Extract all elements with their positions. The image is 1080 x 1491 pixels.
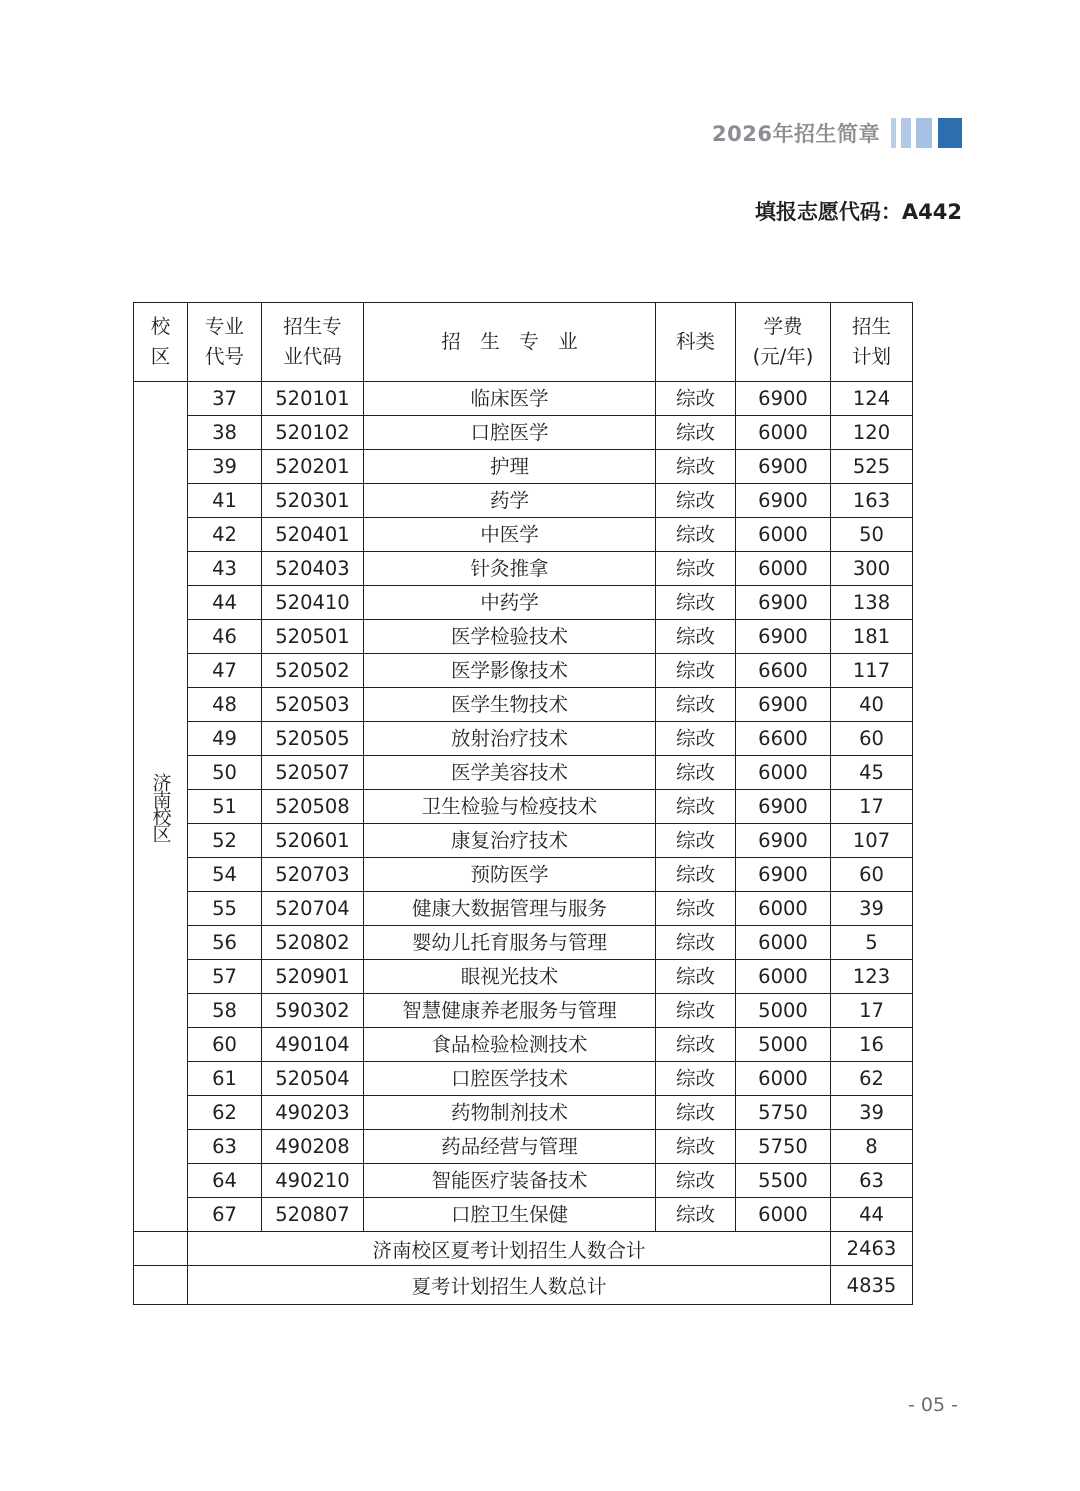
table-row	[134, 994, 913, 1028]
major-code-cell: 520403	[262, 552, 364, 586]
plan-cell: 39	[831, 1096, 913, 1130]
total-row	[134, 1266, 913, 1305]
tuition-cell: 6900	[736, 620, 831, 654]
category-cell: 综改	[656, 1164, 736, 1198]
major-code-cell: 490210	[262, 1164, 364, 1198]
major-code-cell: 520704	[262, 892, 364, 926]
major-no-cell: 57	[188, 960, 262, 994]
tuition-cell: 6900	[736, 382, 831, 416]
major-no-cell: 50	[188, 756, 262, 790]
category-cell: 综改	[656, 1096, 736, 1130]
tuition-cell: 6000	[736, 416, 831, 450]
plan-cell: 60	[831, 722, 913, 756]
major-no-cell: 37	[188, 382, 262, 416]
major-code-cell: 520503	[262, 688, 364, 722]
category-cell: 综改	[656, 654, 736, 688]
plan-cell: 124	[831, 382, 913, 416]
major-name-cell: 眼视光技术	[364, 960, 656, 994]
tuition-cell: 6900	[736, 824, 831, 858]
tuition-cell: 6900	[736, 450, 831, 484]
major-code-cell: 520501	[262, 620, 364, 654]
major-name-cell: 康复治疗技术	[364, 824, 656, 858]
plan-cell: 45	[831, 756, 913, 790]
tuition-cell: 6000	[736, 756, 831, 790]
table-row	[134, 1096, 913, 1130]
tuition-cell: 6600	[736, 654, 831, 688]
header-major-name: 招 生 专 业	[364, 303, 656, 382]
major-code-cell: 520504	[262, 1062, 364, 1096]
category-cell: 综改	[656, 620, 736, 654]
table-row	[134, 824, 913, 858]
category-cell: 综改	[656, 790, 736, 824]
tuition-cell: 6900	[736, 688, 831, 722]
plan-cell: 62	[831, 1062, 913, 1096]
major-name-cell: 健康大数据管理与服务	[364, 892, 656, 926]
major-no-cell: 39	[188, 450, 262, 484]
plan-cell: 60	[831, 858, 913, 892]
header-text: 学费 (元/年)	[752, 315, 814, 368]
plan-cell: 181	[831, 620, 913, 654]
major-code-cell: 520505	[262, 722, 364, 756]
major-code-cell: 490104	[262, 1028, 364, 1062]
table-row	[134, 858, 913, 892]
table-row	[134, 382, 913, 416]
table-row	[134, 756, 913, 790]
total-row-label: 夏考计划招生人数总计	[188, 1266, 831, 1305]
brand-header	[700, 112, 962, 152]
major-name-cell: 医学检验技术	[364, 620, 656, 654]
tuition-cell: 6000	[736, 518, 831, 552]
category-cell: 综改	[656, 756, 736, 790]
major-name-cell: 医学美容技术	[364, 756, 656, 790]
major-name-cell: 药学	[364, 484, 656, 518]
plan-cell: 138	[831, 586, 913, 620]
plan-cell: 40	[831, 688, 913, 722]
header-category: 科类	[656, 303, 736, 382]
table-row	[134, 790, 913, 824]
plan-cell: 17	[831, 790, 913, 824]
major-no-cell: 42	[188, 518, 262, 552]
major-name-cell: 婴幼儿托育服务与管理	[364, 926, 656, 960]
plan-cell: 44	[831, 1198, 913, 1232]
category-cell: 综改	[656, 450, 736, 484]
tuition-cell: 5000	[736, 1028, 831, 1062]
major-code-cell: 520507	[262, 756, 364, 790]
category-cell: 综改	[656, 994, 736, 1028]
major-no-cell: 63	[188, 1130, 262, 1164]
major-name-cell: 口腔医学技术	[364, 1062, 656, 1096]
empty-cell	[134, 1232, 188, 1266]
category-cell: 综改	[656, 1198, 736, 1232]
table-row	[134, 484, 913, 518]
major-no-cell: 52	[188, 824, 262, 858]
total-row-value: 4835	[831, 1266, 913, 1305]
campus-name: 济南校区	[149, 772, 172, 841]
major-no-cell: 54	[188, 858, 262, 892]
major-code-cell: 520301	[262, 484, 364, 518]
plan-cell: 8	[831, 1130, 913, 1164]
table-row	[134, 1164, 913, 1198]
tuition-cell: 5000	[736, 994, 831, 1028]
tuition-cell: 6000	[736, 1062, 831, 1096]
major-code-cell: 520401	[262, 518, 364, 552]
category-cell: 综改	[656, 824, 736, 858]
tuition-cell: 6000	[736, 1198, 831, 1232]
category-cell: 综改	[656, 960, 736, 994]
page-number: - 05 -	[908, 1394, 958, 1416]
major-no-cell: 60	[188, 1028, 262, 1062]
enrollment-table	[133, 302, 913, 1305]
major-name-cell: 医学生物技术	[364, 688, 656, 722]
major-code-cell: 520502	[262, 654, 364, 688]
major-name-cell: 护理	[364, 450, 656, 484]
table-row	[134, 1028, 913, 1062]
plan-cell: 50	[831, 518, 913, 552]
tuition-cell: 6000	[736, 892, 831, 926]
major-no-cell: 38	[188, 416, 262, 450]
major-code-cell: 520703	[262, 858, 364, 892]
header-text: 校 区	[150, 315, 171, 368]
major-code-cell: 490208	[262, 1130, 364, 1164]
header-major-code	[262, 303, 364, 382]
category-cell: 综改	[656, 1062, 736, 1096]
table-row	[134, 552, 913, 586]
major-name-cell: 中药学	[364, 586, 656, 620]
major-code-cell: 590302	[262, 994, 364, 1028]
plan-cell: 39	[831, 892, 913, 926]
plan-cell: 63	[831, 1164, 913, 1198]
major-code-cell: 520410	[262, 586, 364, 620]
table-row	[134, 688, 913, 722]
table-row	[134, 620, 913, 654]
category-cell: 综改	[656, 1130, 736, 1164]
header-tuition	[736, 303, 831, 382]
major-no-cell: 49	[188, 722, 262, 756]
brand-decor-bar	[938, 118, 962, 148]
table-row	[134, 722, 913, 756]
header-major-no	[188, 303, 262, 382]
major-name-cell: 食品检验检测技术	[364, 1028, 656, 1062]
table-row	[134, 926, 913, 960]
major-code-cell: 520802	[262, 926, 364, 960]
tuition-cell: 5500	[736, 1164, 831, 1198]
tuition-cell: 6000	[736, 926, 831, 960]
category-cell: 综改	[656, 382, 736, 416]
tuition-cell: 6000	[736, 960, 831, 994]
major-no-cell: 61	[188, 1062, 262, 1096]
major-no-cell: 67	[188, 1198, 262, 1232]
major-name-cell: 针灸推拿	[364, 552, 656, 586]
plan-cell: 16	[831, 1028, 913, 1062]
tuition-cell: 5750	[736, 1130, 831, 1164]
category-cell: 综改	[656, 1028, 736, 1062]
major-name-cell: 智能医疗装备技术	[364, 1164, 656, 1198]
table-row	[134, 450, 913, 484]
table-row	[134, 1130, 913, 1164]
category-cell: 综改	[656, 552, 736, 586]
tuition-cell: 6000	[736, 552, 831, 586]
major-name-cell: 口腔医学	[364, 416, 656, 450]
major-name-cell: 药品经营与管理	[364, 1130, 656, 1164]
major-code-cell: 490203	[262, 1096, 364, 1130]
header-plan	[831, 303, 913, 382]
major-code-cell: 520601	[262, 824, 364, 858]
application-code-label: 填报志愿代码：A442	[754, 200, 962, 224]
category-cell: 综改	[656, 518, 736, 552]
table-row	[134, 1062, 913, 1096]
major-no-cell: 55	[188, 892, 262, 926]
major-code-cell: 520901	[262, 960, 364, 994]
brand-title: 2026年招生简章	[712, 122, 880, 146]
category-cell: 综改	[656, 926, 736, 960]
category-cell: 综改	[656, 722, 736, 756]
major-no-cell: 44	[188, 586, 262, 620]
major-name-cell: 医学影像技术	[364, 654, 656, 688]
major-no-cell: 41	[188, 484, 262, 518]
major-name-cell: 卫生检验与检疫技术	[364, 790, 656, 824]
major-name-cell: 智慧健康养老服务与管理	[364, 994, 656, 1028]
plan-cell: 163	[831, 484, 913, 518]
major-name-cell: 中医学	[364, 518, 656, 552]
major-no-cell: 58	[188, 994, 262, 1028]
subtotal-row-label: 济南校区夏考计划招生人数合计	[188, 1232, 831, 1266]
table-row	[134, 960, 913, 994]
table-row	[134, 416, 913, 450]
brand-decor-bar	[901, 118, 911, 148]
major-name-cell: 临床医学	[364, 382, 656, 416]
major-no-cell: 62	[188, 1096, 262, 1130]
major-no-cell: 64	[188, 1164, 262, 1198]
tuition-cell: 6600	[736, 722, 831, 756]
header-text: 专业 代号	[204, 315, 244, 368]
campus-cell	[134, 382, 188, 1232]
header-text: 招生专 业代码	[283, 315, 342, 368]
plan-cell: 117	[831, 654, 913, 688]
table-row	[134, 892, 913, 926]
brand-decor-bar	[891, 118, 896, 148]
tuition-cell: 6900	[736, 790, 831, 824]
table-row	[134, 518, 913, 552]
empty-cell	[134, 1266, 188, 1305]
major-no-cell: 46	[188, 620, 262, 654]
subtotal-row-value: 2463	[831, 1232, 913, 1266]
table-header-row	[134, 303, 913, 382]
category-cell: 综改	[656, 688, 736, 722]
major-code-cell: 520508	[262, 790, 364, 824]
category-cell: 综改	[656, 484, 736, 518]
category-cell: 综改	[656, 586, 736, 620]
major-name-cell: 药物制剂技术	[364, 1096, 656, 1130]
tuition-cell: 5750	[736, 1096, 831, 1130]
table-row	[134, 1198, 913, 1232]
major-code-cell: 520807	[262, 1198, 364, 1232]
plan-cell: 107	[831, 824, 913, 858]
major-name-cell: 预防医学	[364, 858, 656, 892]
major-code-cell: 520102	[262, 416, 364, 450]
major-name-cell: 口腔卫生保健	[364, 1198, 656, 1232]
major-no-cell: 56	[188, 926, 262, 960]
major-no-cell: 48	[188, 688, 262, 722]
subtotal-row	[134, 1232, 913, 1266]
header-campus	[134, 303, 188, 382]
category-cell: 综改	[656, 858, 736, 892]
plan-cell: 17	[831, 994, 913, 1028]
table-row	[134, 654, 913, 688]
plan-cell: 123	[831, 960, 913, 994]
category-cell: 综改	[656, 416, 736, 450]
table-row	[134, 586, 913, 620]
plan-cell: 5	[831, 926, 913, 960]
tuition-cell: 6900	[736, 858, 831, 892]
major-no-cell: 51	[188, 790, 262, 824]
tuition-cell: 6900	[736, 484, 831, 518]
major-no-cell: 43	[188, 552, 262, 586]
plan-cell: 300	[831, 552, 913, 586]
major-code-cell: 520101	[262, 382, 364, 416]
tuition-cell: 6900	[736, 586, 831, 620]
category-cell: 综改	[656, 892, 736, 926]
header-text: 招生 计划	[851, 315, 891, 368]
plan-cell: 525	[831, 450, 913, 484]
major-no-cell: 47	[188, 654, 262, 688]
major-code-cell: 520201	[262, 450, 364, 484]
brand-decor-bar	[916, 118, 932, 148]
plan-cell: 120	[831, 416, 913, 450]
major-name-cell: 放射治疗技术	[364, 722, 656, 756]
